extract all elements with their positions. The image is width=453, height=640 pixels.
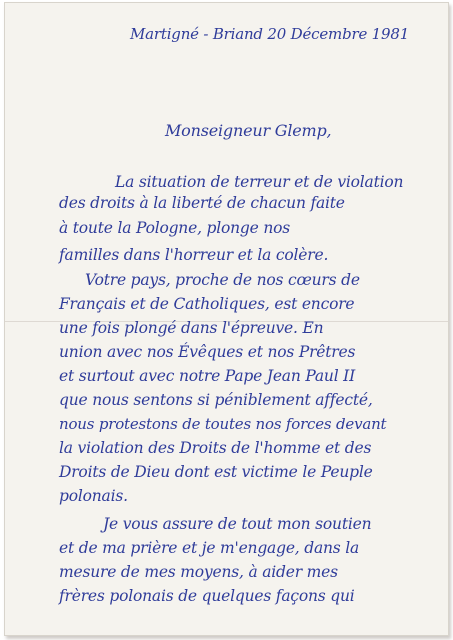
letter-line: Français et de Catholiques, est encore <box>59 295 355 313</box>
letter-line: polonais. <box>59 487 128 505</box>
letter-place-date: Martigné - Briand 20 Décembre 1981 <box>130 25 410 43</box>
letter-page <box>4 2 449 636</box>
letter-line: nous protestons de toutes nos forces devant <box>59 415 387 433</box>
letter-line: que nous sentons si péniblement affecté, <box>59 391 373 409</box>
letter-line: La situation de terreur et de violation <box>115 173 404 191</box>
letter-line: des droits à la liberté de chacun faite <box>59 194 345 212</box>
letter-line: et surtout avec notre Pape Jean Paul II <box>59 367 356 385</box>
letter-line: familles dans l'horreur et la colère. <box>59 246 329 264</box>
letter-line: frères polonais de quelques façons qui <box>59 587 355 605</box>
letter-line: à toute la Pologne, plonge nos <box>59 219 291 237</box>
letter-line: Droits de Dieu dont est victime le Peuple <box>59 463 373 481</box>
letter-salutation: Monseigneur Glemp, <box>165 121 332 140</box>
letter-line: Je vous assure de tout mon soutien <box>103 515 372 533</box>
letter-line: union avec nos Évêques et nos Prêtres <box>59 343 356 361</box>
letter-line: et de ma prière et je m'engage, dans la <box>59 539 360 557</box>
letter-line: la violation des Droits de l'homme et des <box>59 439 372 457</box>
letter-line: mesure de mes moyens, à aider mes <box>59 563 338 581</box>
letter-line: Votre pays, proche de nos cœurs de <box>85 271 360 289</box>
letter-line: une fois plongé dans l'épreuve. En <box>59 319 324 337</box>
